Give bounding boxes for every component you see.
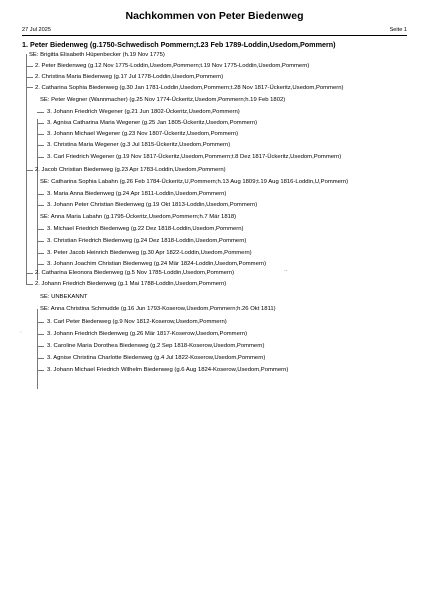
tree-connector	[26, 273, 33, 274]
tree-connector	[26, 54, 27, 284]
descendant-entry: 3. Christina Maria Wegener (g.3 Jul 1815-Ückeritz,Usedom,Pommern)	[47, 142, 231, 148]
tree-connector	[37, 205, 44, 206]
descendant-entry: 3. Johann Friedrich Wegener (g.21 Jun 1802-Ückeritz,Usedom,Pommern)	[47, 109, 240, 115]
tree-connector	[37, 194, 44, 195]
descendant-entry: 2. Catharina Eleonora Biedenweg (g.5 Nov 1785-Loddin,Usedom,Pommern)	[35, 270, 235, 276]
descendant-entry: 3. Johann Michael Wegener (g.23 Nov 1807-Ückeritz,Usedom,Pommern)	[47, 131, 239, 137]
tree-connector	[37, 370, 44, 371]
report-date: 27 Jul 2025	[22, 27, 51, 33]
tree-connector	[37, 358, 44, 359]
descendant-entry: 3. Johann Friedrich Biedenweg (g.26 Mär 1817-Koserow,Usedom,Pommern)	[47, 331, 248, 337]
descendant-entry: 3. Carl Peter Biedenweg (g.9 Nov 1812-Koserow,Usedom,Pommern)	[47, 319, 227, 325]
descendant-entry: 3. Caroline Maria Dorothea Biedenweg (g.2 Sep 1818-Koserow,Usedom,Pommern)	[47, 343, 265, 349]
descendant-entry: 3. Agnisa Catharina Maria Wegener (g.25 Jan 1805-Ückeritz,Usedom,Pommern)	[47, 120, 258, 126]
descendant-entry: 3. Johann Michael Friedrich Wilhelm Biedenweg (g.6 Aug 1824-Koserow,Usedom,Pommern)	[47, 367, 289, 373]
descendant-entry: 3. Maria Anna Biedenweg (g.24 Apr 1811-Loddin,Usedom,Pommern)	[47, 191, 227, 197]
tree-connector	[37, 112, 44, 113]
descendant-entry: 2. Christina Maria Biedenweg (g.17 Jul 1778-Loddin,Usedom,Pommern)	[35, 74, 224, 80]
tree-connector	[37, 264, 44, 265]
descendant-entry: 2. Johann Friedrich Biedenweg (g.1 Mai 1788-Loddin,Usedom,Pommern)	[35, 281, 227, 287]
tree-connector	[37, 346, 44, 347]
root-entry: 1. Peter Biedenweg (g.1750-Schwedisch Pommern;t.23 Feb 1789-Loddin,Usedom,Pommern)	[22, 40, 336, 49]
descendant-entry: 3. Peter Jacob Heinrich Biedenweg (g.30 Apr 1822-Loddin,Usedom,Pommern)	[47, 250, 252, 256]
descendant-entry: 3. Michael Friedrich Biedenweg (g.22 Dez 1818-Loddin,Usedom,Pommern)	[47, 226, 244, 232]
descendant-entry: 2. Jacob Christian Biedenweg (g.23 Apr 1783-Loddin,Usedom,Pommern)	[35, 167, 226, 173]
descendant-entry: 3. Carl Friedrich Wegener (g.19 Nov 1817-Ückeritz,Usedom,Pommern;t.8 Dez 1817-Ückeritz,Usedom,Pommern)	[47, 154, 342, 160]
tree-connector	[37, 229, 44, 230]
tree-connector	[37, 241, 44, 242]
descendant-entry: 2. Catharina Sophia Biedenweg (g.30 Jan 1781-Loddin,Usedom,Pommern;t.28 Nov 1817-Ückeritz,Usedom,Pommern)	[35, 85, 344, 91]
spouse-entry: SE: Catharina Sophia Labahn (g.26 Feb 1784-Ückeritz,U,Pommern;h.13 Aug 1809;t.19 Aug 1816-Loddin,U,Pommern)	[40, 179, 349, 185]
tree-connector	[37, 253, 44, 254]
descendant-entry: 2. Peter Biedenweg (g.12 Nov 1775-Loddin,Usedom,Pommern;t.19 Nov 1775-Loddin,Usedom,Pommern)	[35, 63, 310, 69]
report-title: Nachkommen von Peter Biedenweg	[125, 10, 304, 22]
tree-connector	[37, 309, 38, 389]
tree-connector	[37, 123, 44, 124]
spouse-entry: SE: UNBEKANNT	[40, 294, 88, 300]
tree-connector	[37, 134, 44, 135]
tree-connector	[26, 87, 33, 88]
tree-connector	[37, 334, 44, 335]
tree-connector	[37, 157, 44, 158]
descendant-entry: 3. Johann Peter Christian Biedenweg (g.19 Okt 1813-Loddin,Usedom,Pommern)	[47, 202, 258, 208]
spouse-entry: SE: Anna Maria Labahn (g.1795-Ückeritz,Usedom,Pommern;h.7 Mär 1818)	[40, 214, 237, 220]
spouse-entry: SE: Peter Wegner (Wannmacher) (g.25 Nov 1774-Ückeritz,Usedom,Pommern;h.19 Feb 1802)	[40, 97, 286, 103]
descendant-entry: 3. Johann Joachim Christian Biedenweg (g.24 Mär 1824-Loddin,Usedom,Pommern)	[47, 261, 267, 267]
spouse-entry: SE: Anna Christina Schmudde (g.16 Jun 1793-Koserow,Usedom,Pommern;h.26 Okt 1811)	[40, 306, 276, 312]
tree-connector	[37, 184, 38, 280]
tree-connector	[26, 77, 33, 78]
page-number: Seite 1	[389, 27, 407, 33]
descendant-entry: 3. Agnise Christina Charlotte Biedenweg (g.4 Jul 1822-Koserow,Usedom,Pommern)	[47, 355, 266, 361]
tree-connector	[37, 322, 44, 323]
tree-connector	[26, 284, 33, 285]
stray-mark: ·-	[284, 268, 288, 274]
tree-connector	[37, 145, 44, 146]
spouse-entry: SE: Brigitta Elisabeth Hüpenbecker (h.19 Nov 1775)	[29, 52, 165, 58]
stray-mark: `	[20, 332, 22, 338]
descendant-entry: 3. Christian Friedrich Biedenweg (g.24 Dez 1818-Loddin,Usedom,Pommern)	[47, 238, 247, 244]
tree-connector	[26, 170, 33, 171]
tree-connector	[37, 119, 38, 189]
tree-connector	[26, 66, 33, 67]
